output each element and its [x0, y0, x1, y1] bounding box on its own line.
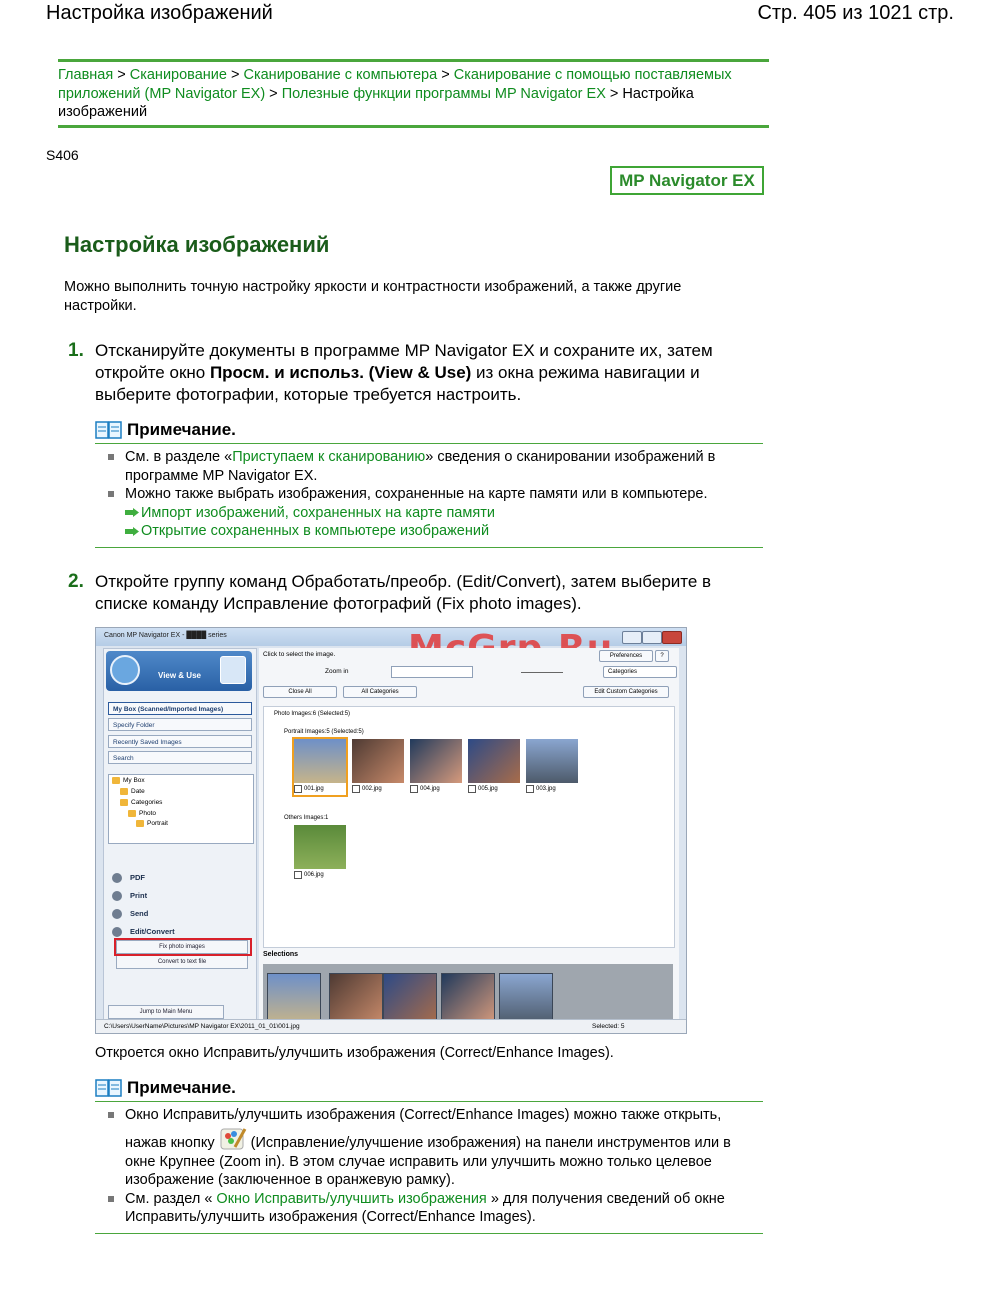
note-heading: Примечание. — [127, 1078, 236, 1097]
breadcrumb: Главная > Сканирование > Сканирование с компьютера > Сканирование с помощью поставляемых приложений (MP Navigator EX) > Полезные функции программы MP Navigator EX > Настройка изображений — [58, 67, 732, 120]
step-text: Отсканируйте документы в программе MP Navigator EX и сохраните их, затем откройте окно — [95, 341, 713, 382]
step-2 — [68, 571, 758, 615]
close-all-button[interactable]: Close All — [263, 686, 337, 698]
header-title: Настройка изображений — [46, 2, 273, 24]
page-title: Настройка изображений — [64, 232, 330, 257]
jump-main-menu-button[interactable]: Jump to Main Menu — [108, 1005, 224, 1019]
group-others[interactable]: Others Images:1 — [284, 815, 329, 821]
breadcrumb-scan-apps[interactable]: Сканирование с помощью поставляемых приложений (MP Navigator EX) — [58, 67, 732, 102]
thumbnail-grid — [263, 706, 675, 948]
step-number: 2. — [68, 571, 84, 592]
thumbnail[interactable]: 001.jpg — [294, 739, 346, 795]
result-text: Откроется окно Исправить/улучшить изображения (Correct/Enhance Images). — [95, 1045, 614, 1061]
breadcrumb-scanning[interactable]: Сканирование — [129, 67, 227, 83]
search-input[interactable] — [391, 666, 473, 678]
step-bold: Просм. и использ. (View & Use) — [209, 363, 472, 382]
group-portrait[interactable]: Portrait Images:5 (Selected:5) — [284, 729, 364, 735]
all-categories-button[interactable]: All Categories — [343, 686, 417, 698]
highlight-box — [114, 938, 252, 956]
link-getting-started[interactable]: Приступаем к сканированию — [232, 449, 426, 465]
note-item: См. в разделе «Приступаем к сканированию» сведения о сканировании изображений в программе MP Navigator EX. — [95, 448, 763, 485]
pdf-button[interactable]: PDF — [108, 870, 252, 886]
thumbnail[interactable]: 005.jpg — [468, 739, 520, 795]
step-1 — [68, 340, 758, 406]
edit-convert-button[interactable]: Edit/Convert — [108, 924, 252, 940]
click-hint: Click to select the image. — [263, 651, 336, 658]
breadcrumb-useful-functions[interactable]: Полезные функции программы MP Navigator EX — [281, 85, 606, 102]
search-button[interactable]: Search — [108, 751, 252, 764]
note-heading: Примечание. — [127, 420, 236, 439]
edit-categories-button[interactable]: Edit Custom Categories — [583, 686, 669, 698]
thumbnail[interactable]: 004.jpg — [410, 739, 462, 795]
thumbnail[interactable]: 002.jpg — [352, 739, 404, 795]
correct-enhance-icon[interactable] — [219, 1125, 247, 1153]
file-path: C:\Users\UserName\Pictures\MP Navigator EX\2011_01_01\001.jpg — [104, 1023, 300, 1030]
selection-thumb[interactable] — [499, 973, 553, 1025]
thumbnail[interactable]: 003.jpg — [526, 739, 578, 795]
link-import-memory-card[interactable]: Импорт изображений, сохраненных на карте памяти — [141, 504, 495, 521]
app-screenshot — [95, 627, 687, 1034]
breadcrumb-scan-from-pc[interactable]: Сканирование с компьютера — [243, 67, 438, 83]
selection-thumb[interactable] — [267, 973, 321, 1025]
image-panel — [259, 648, 679, 1023]
recently-saved-button[interactable]: Recently Saved Images — [108, 735, 252, 748]
book-icon — [95, 420, 123, 440]
back-arrow-icon[interactable] — [110, 655, 140, 685]
selected-count: Selected: 5 — [592, 1023, 625, 1030]
thumbnail[interactable]: 006.jpg — [294, 825, 346, 881]
folder-icon — [112, 777, 120, 784]
convert-to-text-button[interactable]: Convert to text file — [116, 955, 248, 969]
status-bar — [96, 1019, 686, 1033]
grid-view-icon — [220, 656, 246, 684]
arrow-right-icon — [125, 508, 139, 517]
breadcrumb-current: Настройка изображений — [58, 85, 694, 120]
link-open-saved-images[interactable]: Открытие сохраненных в компьютере изображений — [141, 523, 490, 539]
view-use-label: View & Use — [158, 671, 201, 680]
arrow-right-icon — [125, 527, 139, 536]
preferences-button[interactable]: Preferences — [599, 650, 653, 662]
step-number: 1. — [68, 340, 84, 361]
intro-text: Можно выполнить точную настройку яркости и контрастности изображений, а также другие настройки. — [64, 279, 682, 314]
categories-select[interactable]: Categories — [603, 666, 677, 678]
link-correct-enhance-window[interactable]: Окно Исправить/улучшить изображения — [212, 1190, 491, 1207]
selection-thumb[interactable] — [441, 973, 495, 1025]
note-item: Можно также выбрать изображения, сохраненные на карте памяти или в компьютере. Импорт изображений, сохраненных на карте памяти Открытие сохраненных в компьютере изображений — [95, 485, 763, 541]
minimize-icon[interactable] — [622, 631, 642, 644]
page-counter: Стр. 405 из 1021 стр. — [757, 2, 954, 24]
divider-bottom — [58, 125, 769, 128]
folder-icon — [120, 799, 128, 806]
window-title: Canon MP Navigator EX - ████ series — [104, 632, 227, 639]
step-text-cont: из окна режима навигации и выберите фотографии, которые требуется настроить. — [95, 363, 700, 404]
step-text: Откройте группу команд Обработать/преобр. (Edit/Convert), затем выберите в списке команду Исправление фотографий (Fix photo images). — [95, 572, 712, 613]
divider-top — [58, 59, 769, 62]
view-use-header — [106, 651, 252, 691]
product-badge — [610, 166, 764, 195]
maximize-icon[interactable] — [642, 631, 662, 644]
page-code: S406 — [46, 147, 79, 163]
navigation-pane — [103, 648, 257, 1025]
folder-icon — [120, 788, 128, 795]
note-item: См. раздел « Окно Исправить/улучшить изображения » для получения сведений об окне Исправить/улучшить изображения (Correct/Enhance Images). — [95, 1190, 763, 1227]
my-box-button[interactable]: My Box (Scanned/Imported Images) — [108, 702, 252, 715]
note-block-1 — [95, 419, 763, 548]
breadcrumb-home[interactable]: Главная — [58, 67, 114, 83]
note-item: Окно Исправить/улучшить изображения (Correct/Enhance Images) можно также открыть, нажав кнопку (Исправление/улучшение изображения) на панели инструментов или в окне Крупнее (Zoom in). В этом случае исправить или улучшить можно только целевое изображение (заключенное в оранжевую рамку). — [95, 1106, 763, 1190]
folder-icon — [136, 820, 144, 827]
selection-thumb[interactable] — [329, 973, 383, 1025]
selection-thumb[interactable] — [383, 973, 437, 1025]
close-icon[interactable] — [662, 631, 682, 644]
folder-tree[interactable]: My Box Date Categories Photo Portrait — [108, 774, 254, 844]
print-button[interactable]: Print — [108, 888, 252, 904]
zoom-slider[interactable] — [521, 672, 563, 673]
send-button[interactable]: Send — [108, 906, 252, 922]
zoom-in-label[interactable]: Zoom in — [325, 668, 349, 675]
book-icon — [95, 1078, 123, 1098]
folder-icon — [128, 810, 136, 817]
help-button[interactable]: ? — [655, 650, 669, 662]
note-block-2 — [95, 1077, 763, 1234]
badge-label: MP Navigator EX — [619, 171, 755, 190]
selections-label: Selections — [263, 951, 299, 958]
group-photo[interactable]: Photo Images:6 (Selected:5) — [274, 711, 351, 717]
specify-folder-button[interactable]: Specify Folder — [108, 718, 252, 731]
fix-photo-images-button[interactable]: Fix photo images — [116, 940, 248, 954]
